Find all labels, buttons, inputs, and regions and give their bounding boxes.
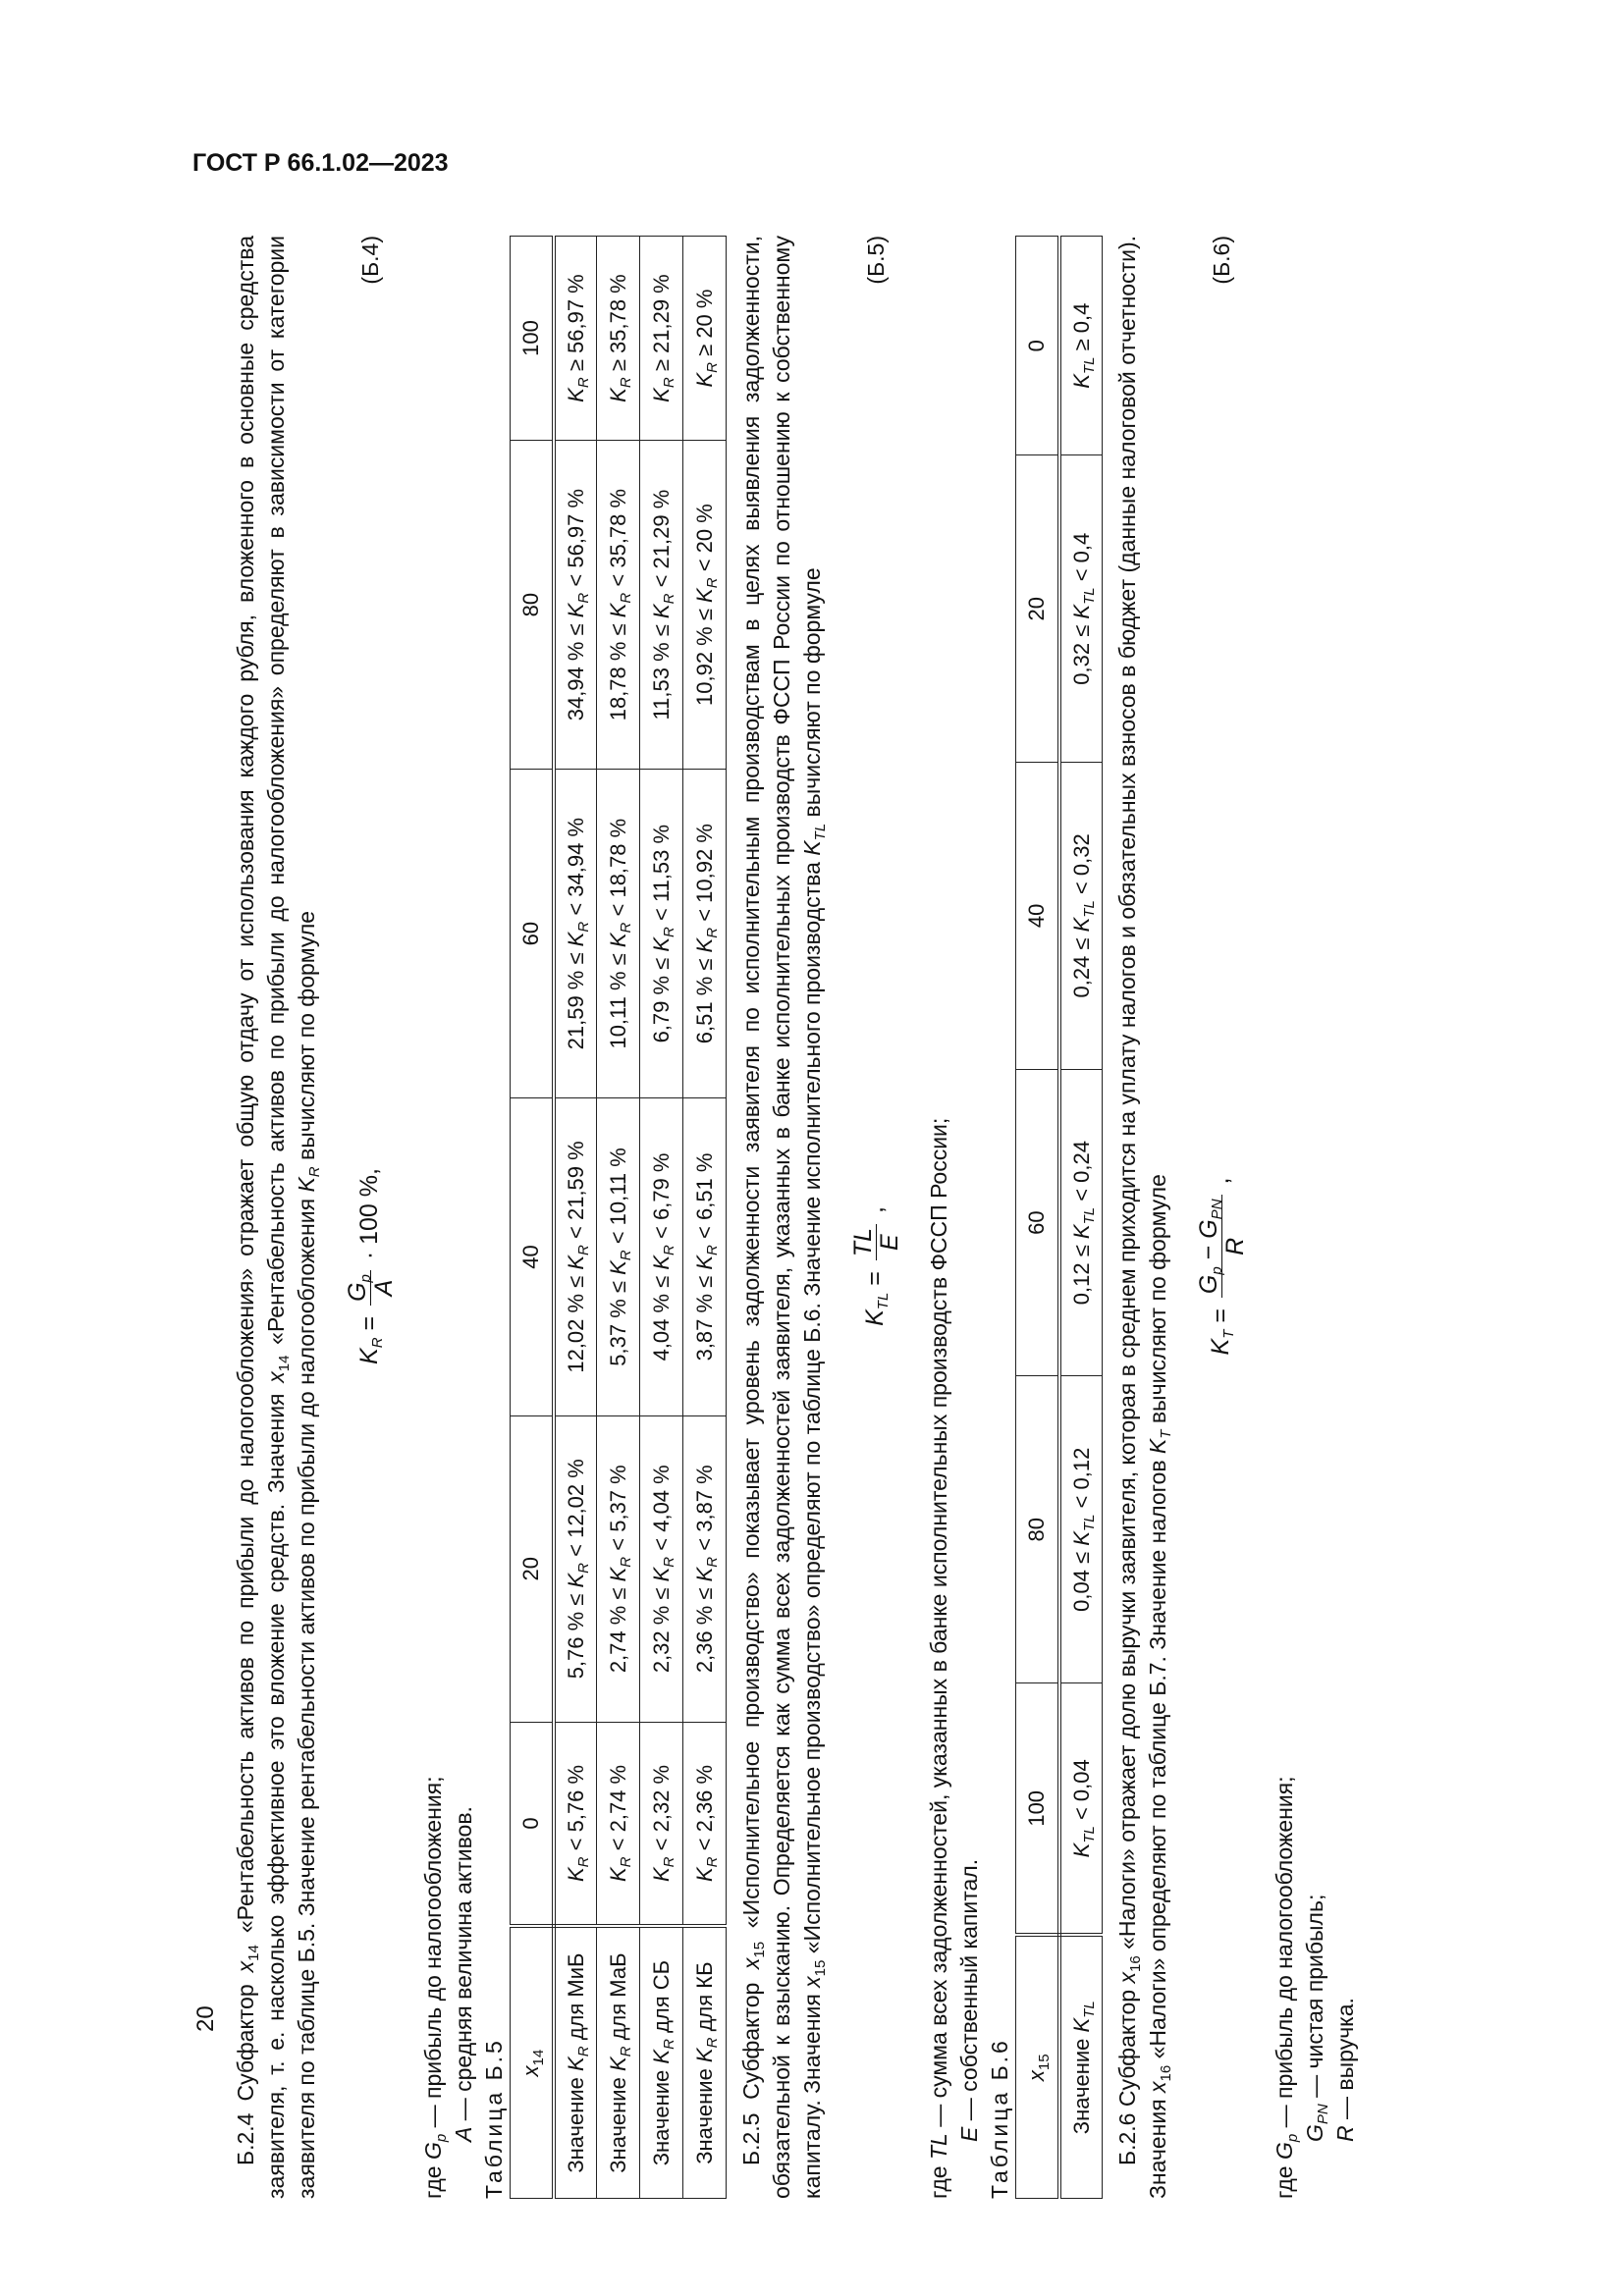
formula-kt: $K_T$ = $G_p - G_{PN}$ R , (1194, 1177, 1249, 1356)
table6-cell: $K_{TL} \ge 0,4$ (1059, 237, 1103, 455)
formula-b6 (1173, 236, 1270, 2199)
table5-header-row (511, 237, 554, 2199)
table5-header-cell: 80 (511, 441, 554, 770)
formula-number-b4: (Б.4) (356, 236, 383, 285)
where-b26-line2: $G_{PN}$ — чистая прибыль; (1302, 1894, 1331, 2142)
table5-cell: Значение $K_R$ для СБ (640, 1926, 683, 2198)
table5-row (640, 237, 683, 2199)
formula-b4 (322, 236, 418, 2199)
table5-cell: 6,79 % ≤ $K_R < 11,53$ % (640, 770, 683, 1098)
table6-cell: $0,04 \le K_{TL} < 0,12$ (1059, 1376, 1103, 1683)
table5-cell: $K_R \ge 56,97$ % (554, 237, 597, 441)
table5-cell: 5,37 % ≤ $K_R < 10,11$ % (597, 1098, 640, 1416)
table6-cell: $K_{TL} < 0,04$ (1059, 1683, 1103, 1936)
page-content (231, 236, 1527, 2199)
table5-cell: $K_R \ge 21,29$ % (640, 237, 683, 441)
where-b24 (418, 236, 479, 2199)
table6-header-cell: 0 (1016, 237, 1059, 455)
table6-title: Таблица Б.6 (987, 2038, 1012, 2199)
table5-title: Таблица Б.5 (481, 2038, 507, 2199)
formula-ktl: $K_{TL}$ = TL E , (848, 1206, 903, 1326)
table5-cell: 34,94 % ≤ $K_R < 56,97$ % (554, 441, 597, 770)
table5-row (683, 237, 727, 2199)
table5-cell: 2,74 % ≤ $K_R < 5,37$ % (597, 1415, 640, 1722)
where-b26-line1: где $G_p$ — прибыль до налогообложения; (1272, 1776, 1301, 2199)
table5-cell: 2,32 % ≤ $K_R < 4,04$ % (640, 1415, 683, 1722)
page-number: 20 (192, 2005, 219, 2032)
formula-b5 (828, 236, 924, 2199)
table5-header-cell: 40 (511, 1098, 554, 1416)
table5-cell: $K_R \ge 20$ % (683, 237, 727, 441)
table6-row (1059, 237, 1103, 2199)
table5-header-cell: 60 (511, 770, 554, 1098)
table5-cell: $K_R < 5,76$ % (554, 1722, 597, 1926)
formula-kr: $K_R$ = $G_p$ A · 100 %, (343, 1168, 398, 1364)
table6-header-cell: 20 (1016, 455, 1059, 763)
table-b6 (1015, 236, 1103, 2199)
document-header: ГОСТ Р 66.1.02—2023 (192, 149, 449, 177)
table5-cell: 12,02 % ≤ $K_R < 21,59$ % (554, 1098, 597, 1416)
where-b24-line1: где $G_p$ — прибыль до налогообложения; (420, 1776, 450, 2199)
table5-cell: $K_R < 2,36$ % (683, 1722, 727, 1926)
where-b24-line2: A — средняя величина активов. (451, 1806, 476, 2142)
table5-row (597, 237, 640, 2199)
table5-cell: 11,53 % ≤ $K_R < 21,29$ % (640, 441, 683, 770)
formula-number-b6: (Б.6) (1208, 236, 1234, 285)
formula-number-b5: (Б.5) (862, 236, 889, 285)
table6-header-cell: 40 (1016, 763, 1059, 1070)
table5-cell: 5,76 % ≤ $K_R < 12,02$ % (554, 1415, 597, 1722)
paragraph-b25: Б.2.5 Субфактор $x_{15}$ «Исполнительное производство» показывает уровень задолженности заявителя по исполнительным производствам в целях выявления задолженности, обязательной к взысканию. Определяется как сумма всех задолженностей заявителя, указанных в банке исполнительных производств ФССП России по отношению к собственному капиталу. Значения $x_{15}$ «Исполнительное производство» определяют по таблице Б.6. Значение исполнительного производства $K_{TL}$ вычисляют по формуле (738, 236, 829, 2199)
table5-cell: 3,87 % ≤ $K_R < 6,51$ % (683, 1098, 727, 1416)
table6-header-cell: 80 (1016, 1376, 1059, 1683)
table5-cell: 2,36 % ≤ $K_R < 3,87$ % (683, 1415, 727, 1722)
table6-header-cell: $x_{15}$ (1016, 1935, 1059, 2198)
table5-cell: 10,92 % ≤ $K_R < 20$ % (683, 441, 727, 770)
table6-header-row (1016, 237, 1059, 2199)
table5-header-cell: 20 (511, 1415, 554, 1722)
where-b25 (924, 236, 985, 2199)
paragraph-b26: Б.2.6 Субфактор $x_{16}$ «Налоги» отражает долю выручки заявителя, которая в среднем приходится на уплату налогов и обязательных взносов в бюджет (данные налоговой отчетности). Значения $x_{16}$ «Налоги» определяют по таблице Б.7. Значение налогов $K_T$ вычисляют по формуле (1114, 236, 1174, 2199)
table6-cell: $0,32 \le K_{TL} < 0,4$ (1059, 455, 1103, 763)
table6-header-cell: 60 (1016, 1069, 1059, 1376)
table5-header-cell: 0 (511, 1722, 554, 1926)
table5-cell: 10,11 % ≤ $K_R < 18,78$ % (597, 770, 640, 1098)
where-b26-line3: R — выручка. (1332, 1998, 1358, 2142)
table5-cell: $K_R < 2,74$ % (597, 1722, 640, 1926)
where-b25-line2: E — собственный капитал. (956, 1858, 982, 2142)
table6-header-cell: 100 (1016, 1683, 1059, 1936)
table5-cell: Значение $K_R$ для МиБ (554, 1926, 597, 2198)
paragraph-b24: Б.2.4 Субфактор $x_{14}$ «Рентабельность активов по прибыли до налогообложения» отражает общую отдачу от использования каждого рубля, вложенного в основные средства заявителя, т. е. насколько эффективное это вложение средств. Значения $x_{14}$ «Рентабельность активов по прибыли до налогообложения» определяют в зависимости от категории заявителя по таблице Б.5. Значение рентабельности активов по прибыли до налогообложения $K_R$ вычисляют по формуле (233, 235, 323, 2199)
table5-header-cell: 100 (511, 237, 554, 441)
table5-cell: Значение $K_R$ для МаБ (597, 1926, 640, 2198)
table-b5 (510, 236, 727, 2199)
table6-cell: Значение $K_{TL}$ (1059, 1935, 1103, 2198)
table5-cell: 18,78 % ≤ $K_R < 35,78$ % (597, 441, 640, 770)
table5-cell: Значение $K_R$ для КБ (683, 1926, 727, 2198)
table5-row (554, 237, 597, 2199)
table5-cell: 6,51 % ≤ $K_R < 10,92$ % (683, 770, 727, 1098)
table5-cell: $K_R \ge 35,78$ % (597, 237, 640, 441)
table6-cell: $0,12 \le K_{TL} < 0,24$ (1059, 1069, 1103, 1376)
table5-header-cell: $x_{14}$ (511, 1926, 554, 2198)
table5-cell: $K_R < 2,32$ % (640, 1722, 683, 1926)
table5-cell: 21,59 % ≤ $K_R < 34,94$ % (554, 770, 597, 1098)
table6-cell: $0,24 \le K_{TL} < 0,32$ (1059, 763, 1103, 1070)
where-b26 (1270, 236, 1361, 2199)
where-b25-line1: где TL — сумма всех задолженностей, указанных в банке исполнительных производств ФССП России; (926, 1117, 951, 2199)
table5-cell: 4,04 % ≤ $K_R < 6,79$ % (640, 1098, 683, 1416)
